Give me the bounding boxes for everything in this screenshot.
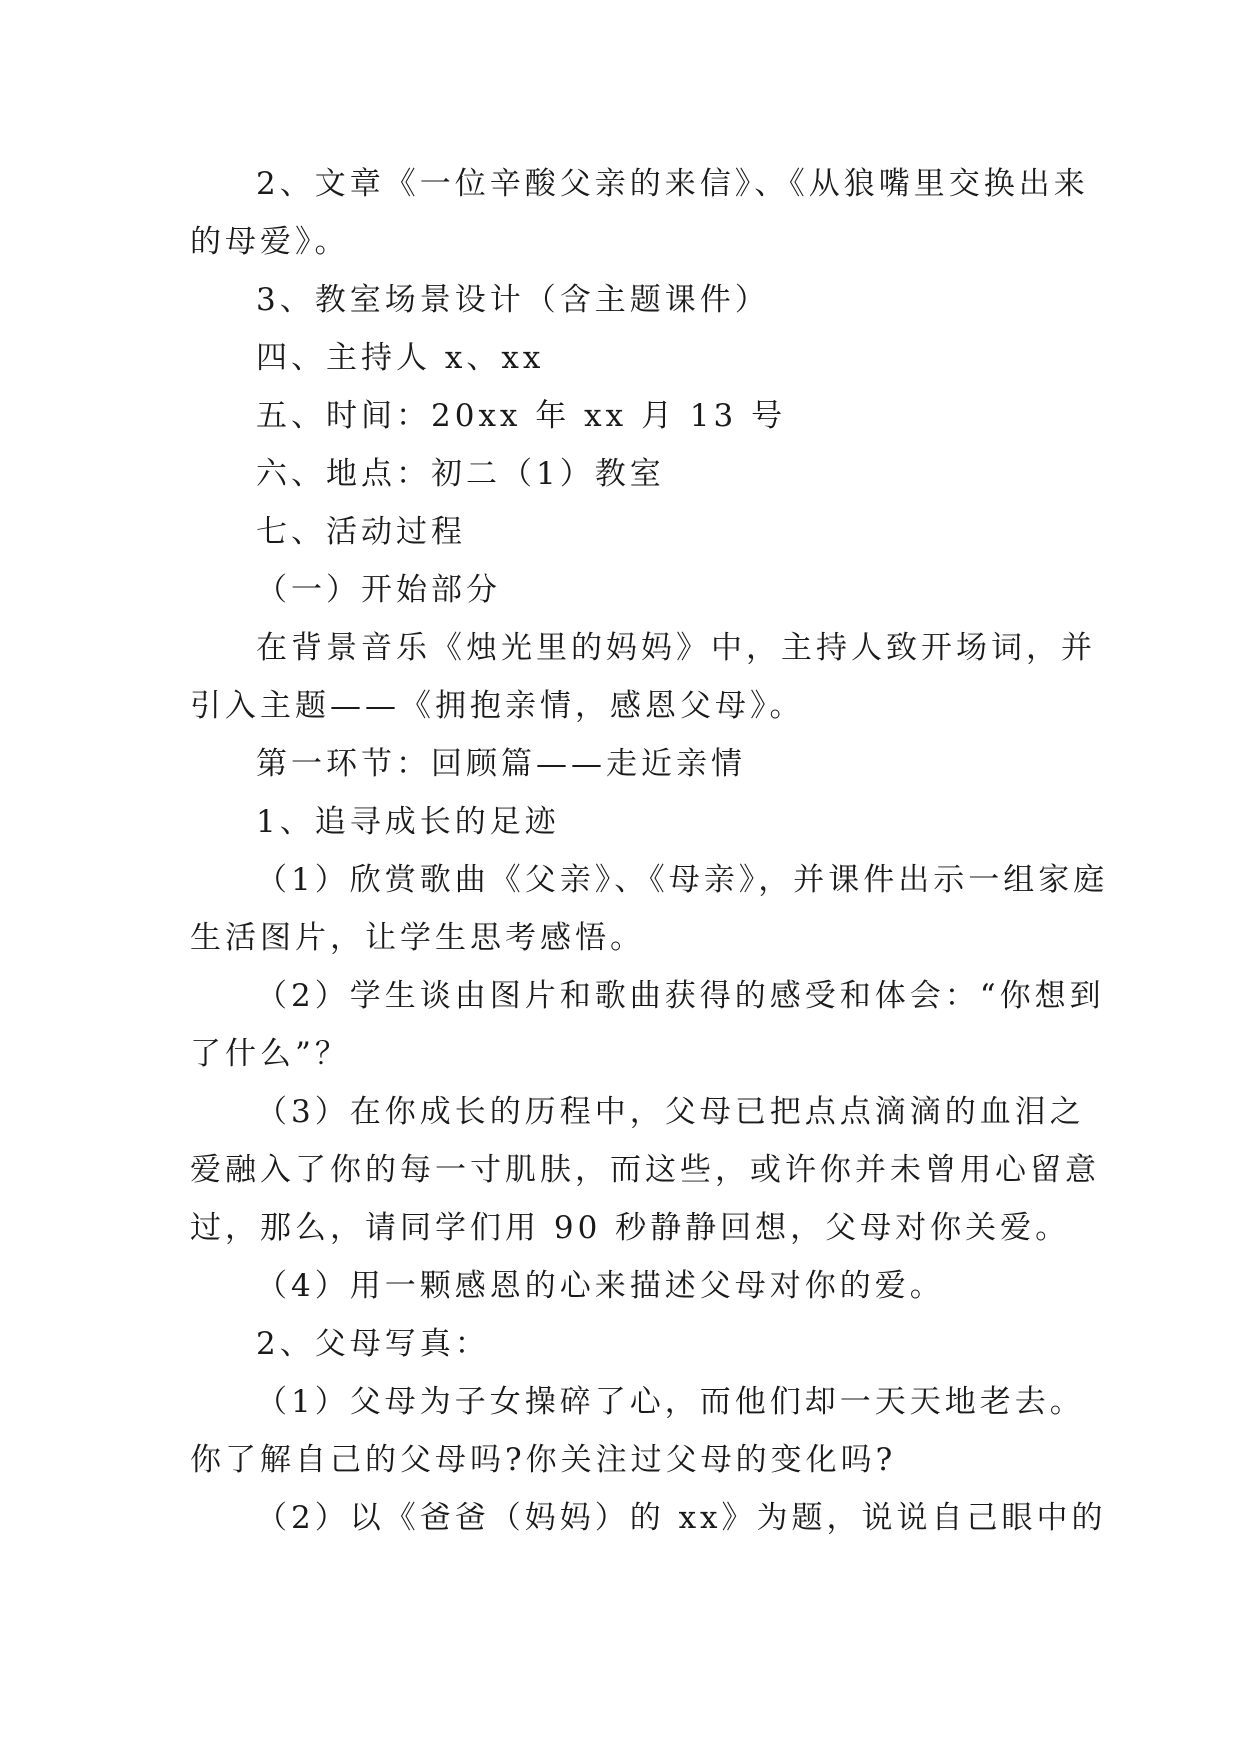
text-line: （一）开始部分 — [256, 572, 501, 608]
text-line: （4）用一颗感恩的心来描述父母对你的爱。 — [256, 1268, 945, 1304]
text-line: 四、主持人 x、xx — [256, 340, 545, 376]
text-line: 七、活动过程 — [256, 514, 466, 550]
item-1-4 — [190, 1257, 1051, 1315]
paragraph-opening — [190, 619, 1096, 735]
text-line: 2、父母写真： — [256, 1326, 490, 1362]
text-line: （2）以《爸爸（妈妈）的 xx》为题，说说自己眼中的 — [256, 1500, 1107, 1536]
text-line: 引入主题——《拥抱亲情，感恩父母》。 — [190, 688, 805, 724]
text-line: 的母爱》。 — [190, 224, 350, 260]
paragraph-materials — [190, 155, 1089, 271]
item-1-2 — [190, 967, 1105, 1083]
item-growth-footprints — [190, 793, 1051, 851]
heading-activity-process — [190, 503, 1051, 561]
text-line: 1、追寻成长的足迹 — [256, 804, 560, 840]
item-1-3 — [190, 1083, 1100, 1257]
text-line: （1）欣赏歌曲《父亲》、《母亲》，并课件出示一组家庭 — [256, 862, 1109, 898]
item-2-2 — [190, 1489, 1107, 1547]
item-2-1 — [190, 1373, 1085, 1489]
text-line: 3、教室场景设计（含主题课件） — [256, 282, 770, 318]
text-line: 在背景音乐《烛光里的妈妈》中，主持人致开场词，并 — [256, 630, 1096, 666]
text-line: 2、文章《一位辛酸父亲的来信》、《从狼嘴里交换出来 — [256, 166, 1089, 202]
subheading-opening — [190, 561, 1051, 619]
text-line: （3）在你成长的历程中，父母已把点点滴滴的血泪之 — [256, 1094, 1085, 1130]
heading-host — [190, 329, 1051, 387]
text-line: 六、地点：初二（1）教室 — [256, 456, 665, 492]
item-1-1 — [190, 851, 1109, 967]
item-parents-portrait — [190, 1315, 1051, 1373]
text-line: 了什么”？ — [190, 1036, 350, 1072]
heading-location — [190, 445, 1051, 503]
text-line: （1）父母为子女操碎了心，而他们却一天天地老去。 — [256, 1384, 1085, 1420]
text-line: 过，那么，请同学们用 90 秒静静回想，父母对你关爱。 — [190, 1210, 1071, 1246]
body-text — [190, 155, 1109, 1547]
text-line: 五、时间：20xx 年 xx 月 13 号 — [256, 398, 787, 434]
text-line: 第一环节：回顾篇——走近亲情 — [256, 746, 746, 782]
text-line: 生活图片，让学生思考感悟。 — [190, 920, 645, 956]
text-line: （2）学生谈由图片和歌曲获得的感受和体会：“你想到 — [256, 978, 1105, 1014]
paragraph-classroom-design — [190, 271, 1051, 329]
heading-time — [190, 387, 1051, 445]
text-line: 爱融入了你的每一寸肌肤，而这些，或许你并未曾用心留意 — [190, 1152, 1100, 1188]
subheading-section-one — [190, 735, 1051, 793]
text-line: 你了解自己的父母吗?你关注过父母的变化吗? — [190, 1442, 897, 1478]
